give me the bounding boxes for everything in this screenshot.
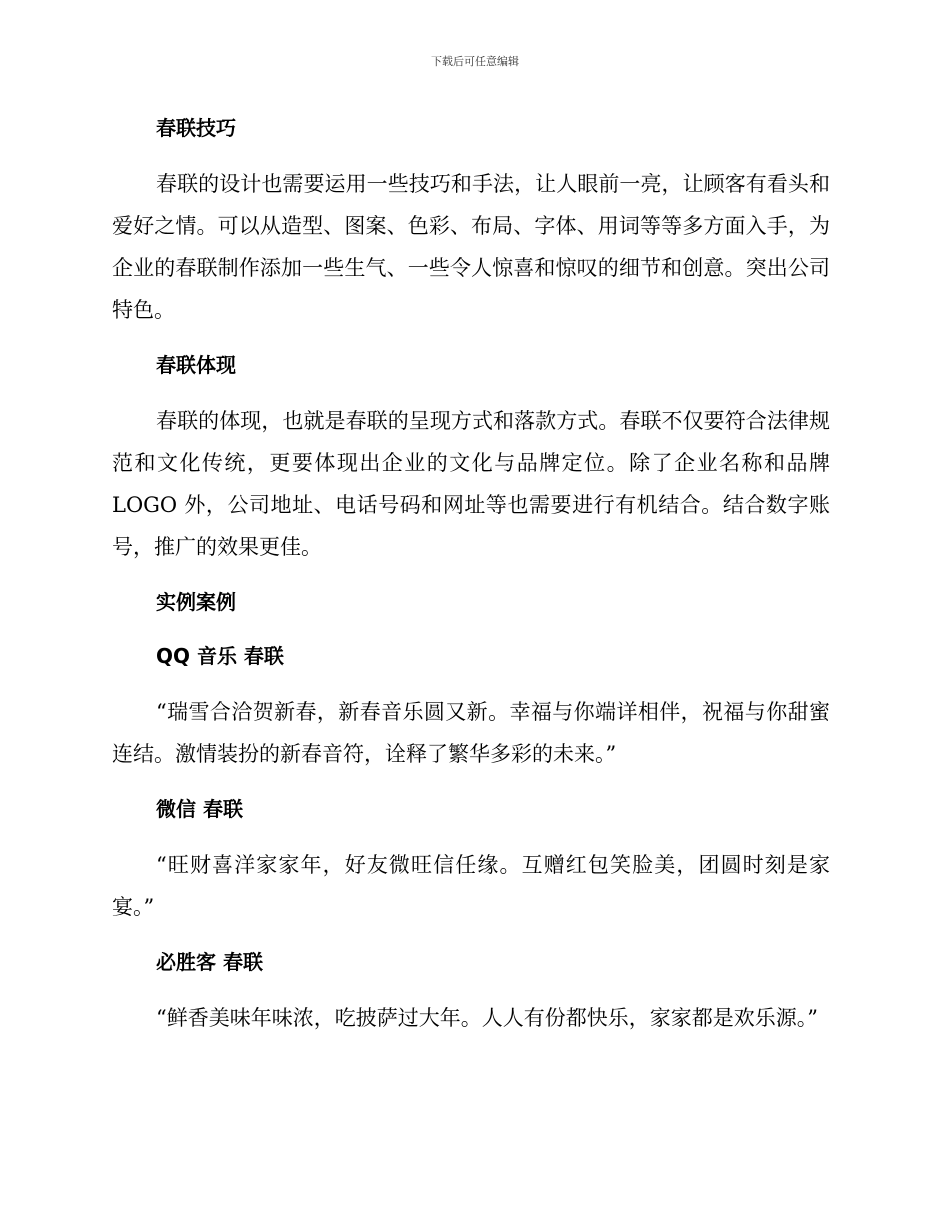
- paragraph-spring-couplet-presentation: 春联的体现，也就是春联的呈现方式和落款方式。春联不仅要符合法律规范和文化传统，更要体现出企业的文化与品牌定位。除了企业名称和品牌 LOGO 外，公司地址、电话号码和网址等也需要进行有机结合。结合数字账号，推广的效果更佳。: [112, 409, 830, 559]
- heading-examples: 实例案例: [156, 590, 236, 614]
- heading-pizza-hut-couplet: 必胜客 春联: [156, 950, 263, 974]
- page-header: 下载后可任意编辑: [431, 55, 519, 68]
- heading-spring-couplet-techniques: 春联技巧: [156, 116, 236, 140]
- heading-spring-couplet-presentation: 春联体现: [156, 353, 236, 377]
- paragraph-spring-couplet-techniques: 春联的设计也需要运用一些技巧和手法，让人眼前一亮，让顾客有看头和爱好之情。可以从造型、图案、色彩、布局、字体、用词等等多方面入手，为企业的春联制作添加一些生气、一些令人惊喜和惊叹的细节和创意。突出公司特色。: [112, 172, 830, 322]
- paragraph-qq-music-couplet: “瑞雪合洽贺新春，新春音乐圆又新。幸福与你端详相伴，祝福与你甜蜜连结。激情装扮的新春音符，诠释了繁华多彩的未来。”: [112, 700, 830, 766]
- heading-wechat-couplet: 微信 春联: [156, 797, 243, 821]
- document-body: [112, 108, 830, 1039]
- paragraph-pizza-hut-couplet: “鲜香美味年味浓，吃披萨过大年。人人有份都快乐，家家都是欢乐源。”: [156, 1006, 818, 1030]
- heading-qq-music-couplet: QQ 音乐 春联: [156, 644, 284, 668]
- paragraph-wechat-couplet: “旺财喜洋家家年，好友微旺信任缘。互赠红包笑脸美，团圆时刻是家宴。”: [112, 853, 830, 919]
